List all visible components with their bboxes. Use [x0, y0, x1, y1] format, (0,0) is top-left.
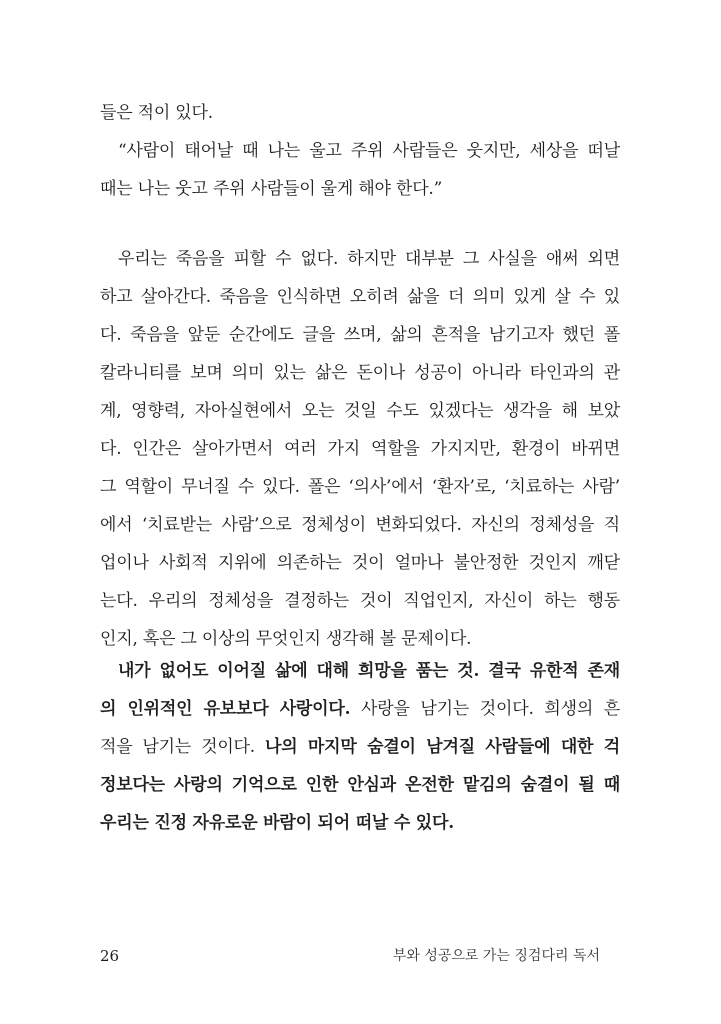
page-footer [100, 944, 600, 968]
running-title: 부와 성공으로 가는 징검다리 독서 [392, 948, 600, 964]
text-line-bold: 내가 없어도 이어질 삶에 대해 희망을 품는 것. 결국 유한적 존재 [118, 661, 620, 681]
normal-phrase: 사랑을 남기는 것이다. 희생의 흔 [350, 699, 620, 719]
paragraph-love-legacy [100, 652, 620, 842]
text-line: 하고 살아간다. 죽음을 인식하면 오히려 삶을 더 의미 있게 살 수 있 [100, 287, 620, 307]
text-line: 때는 나는 웃고 주위 사람들이 울게 해야 한다.” [100, 179, 443, 199]
text-line: 다. 인간은 살아가면서 여러 가지 역할을 가지지만, 환경이 바뀌면 [100, 439, 620, 459]
text-line: 계, 영향력, 자아실현에서 오는 것일 수도 있겠다는 생각을 해 보았 [100, 401, 620, 421]
page-number: 26 [100, 947, 120, 965]
text-line: 그 역할이 무너질 수 있다. 폴은 ‘의사’에서 ‘환자’로, ‘치료하는 사람’ [100, 477, 620, 497]
paragraph-quote [100, 94, 620, 208]
text-line-mixed [100, 690, 620, 728]
text-line: 칼라니티를 보며 의미 있는 삶은 돈이나 성공이 아니라 타인과의 관 [100, 363, 620, 383]
text-line: 인지, 혹은 그 이상의 무엇인지 생각해 볼 문제이다. [100, 629, 472, 649]
bold-phrase: 의 인위적인 유보보다 사랑이다. [100, 699, 351, 719]
text-line-mixed [100, 728, 620, 766]
text-line: “사람이 태어날 때 나는 울고 주위 사람들은 웃지만, 세상을 떠날 [118, 141, 620, 161]
text-line: 우리는 죽음을 피할 수 없다. 하지만 대부분 그 사실을 애써 외면 [118, 249, 620, 269]
text-line: 에서 ‘치료받는 사람’으로 정체성이 변화되었다. 자신의 정체성을 직 [100, 515, 620, 535]
text-line-bold: 정보다는 사랑의 기억으로 인한 안심과 온전한 맡김의 숨결이 될 때 [100, 775, 620, 795]
bold-phrase: 나의 마지막 숨결이 남겨질 사람들에 대한 걱 [264, 737, 621, 757]
text-line: 들은 적이 있다. [100, 103, 213, 123]
text-line: 업이나 사회적 지위에 의존하는 것이 얼마나 불안정한 것인지 깨닫 [100, 553, 620, 573]
normal-phrase: 적을 남기는 것이다. [100, 737, 265, 757]
text-line-bold: 우리는 진정 자유로운 바람이 되어 떠날 수 있다. [100, 813, 454, 833]
text-line: 는다. 우리의 정체성을 결정하는 것이 직업인지, 자신이 하는 행동 [100, 591, 620, 611]
paragraph-death-reflection [100, 240, 620, 658]
text-line: 다. 죽음을 앞둔 순간에도 글을 쓰며, 삶의 흔적을 남기고자 했던 폴 [100, 325, 620, 345]
